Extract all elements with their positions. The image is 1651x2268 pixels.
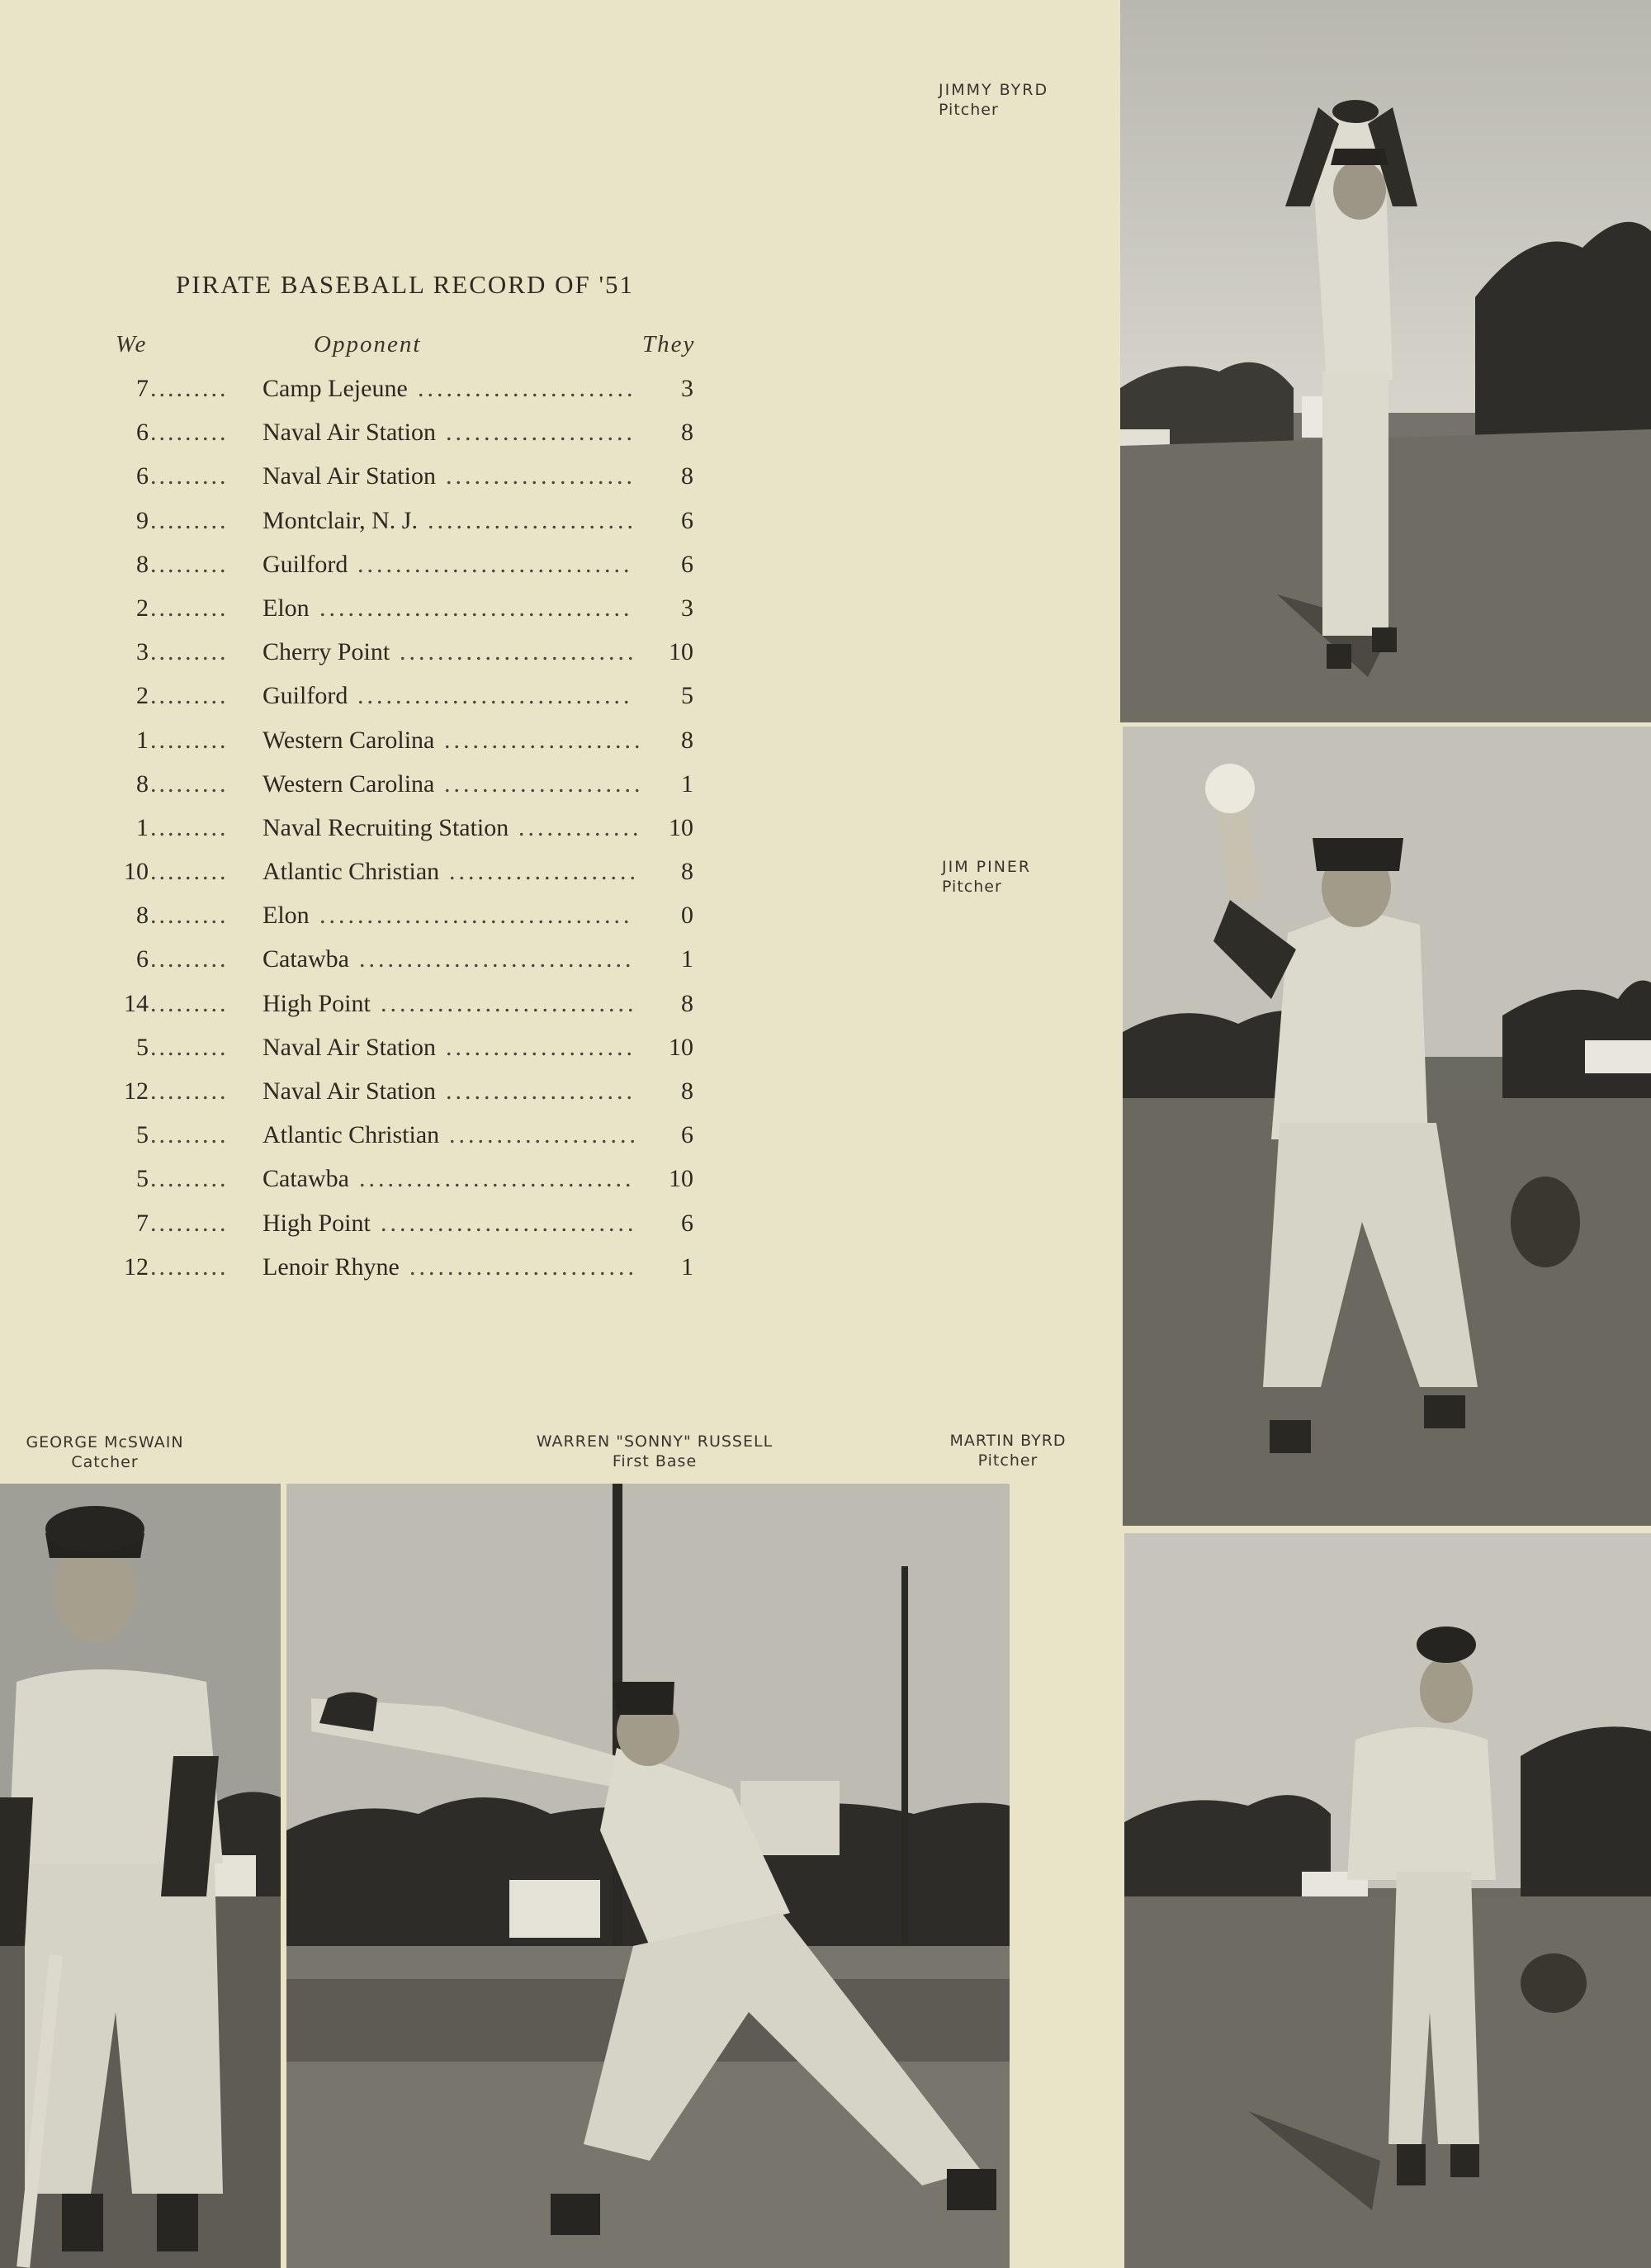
record-row (116, 720, 693, 764)
leader-dots: ................................. (319, 902, 633, 930)
score-we: 12 (124, 1077, 149, 1105)
score-they: 8 (681, 858, 693, 886)
leader-dots: ......... (150, 945, 229, 973)
opponent-name: Lenoir Rhyne (263, 1252, 400, 1281)
opponent-name: Naval Recruiting Station (263, 813, 509, 841)
record-row (116, 368, 693, 412)
opponent-name: Guilford (263, 682, 348, 710)
leader-dots: ......... (150, 726, 229, 754)
caption-name: JIMMY BYRD (939, 81, 1049, 99)
photo-jim-piner (1123, 727, 1651, 1526)
score-they: 10 (669, 813, 693, 841)
score-we: 8 (136, 902, 149, 930)
leader-dots: ......... (150, 638, 229, 666)
record-row (116, 983, 693, 1027)
leader-dots: ..................... (444, 769, 644, 798)
leader-dots: ...................... (428, 506, 636, 534)
score-they: 3 (681, 375, 693, 402)
record-row (116, 675, 693, 719)
caption-role: Catcher (71, 1453, 139, 1471)
leader-dots: ............................. (359, 1165, 635, 1193)
score-they: 1 (681, 1252, 693, 1281)
header-opponent: Opponent (314, 331, 422, 357)
score-we: 1 (136, 726, 149, 754)
record-row (116, 500, 693, 544)
score-they: 6 (681, 506, 693, 534)
opponent-name: Montclair, N. J. (263, 506, 418, 534)
score-we: 9 (136, 506, 149, 534)
opponent-name: Western Carolina (263, 769, 435, 798)
opponent-name: Atlantic Christian (263, 1121, 440, 1149)
score-they: 6 (681, 1121, 693, 1149)
opponent-name: Catawba (263, 945, 349, 973)
caption-name: GEORGE McSWAIN (26, 1433, 184, 1451)
opponent-name: Elon (263, 594, 310, 622)
score-we: 1 (136, 813, 149, 841)
score-we: 7 (136, 1209, 149, 1237)
opponent-name: High Point (263, 989, 371, 1017)
score-they: 8 (681, 1077, 693, 1105)
record-row (116, 1027, 693, 1071)
caption-role: Pitcher (939, 101, 999, 119)
caption-role: Pitcher (942, 878, 1002, 896)
leader-dots: .................... (449, 1121, 639, 1149)
leader-dots: .................... (449, 858, 639, 886)
leader-dots: ............. (518, 813, 642, 841)
score-we: 2 (136, 682, 149, 710)
header-we: We (116, 331, 148, 357)
leader-dots: ......... (150, 858, 229, 886)
leader-dots: ......... (150, 1033, 229, 1061)
score-they: 5 (681, 682, 693, 710)
leader-dots: ......... (150, 550, 229, 578)
leader-dots: ......... (150, 1252, 229, 1281)
record-title: PIRATE BASEBALL RECORD OF '51 (176, 270, 635, 299)
opponent-name: Naval Air Station (263, 419, 436, 447)
caption-role: First Base (612, 1452, 698, 1470)
leader-dots: ......... (150, 1209, 229, 1237)
leader-dots: .................... (446, 419, 636, 447)
leader-dots: ....................... (418, 375, 636, 402)
score-we: 3 (136, 638, 149, 666)
score-they: 10 (669, 638, 693, 666)
score-we: 2 (136, 594, 149, 622)
caption-name: JIM PINER (942, 858, 1032, 876)
score-we: 5 (136, 1121, 149, 1149)
score-they: 1 (681, 769, 693, 798)
score-they: 8 (681, 989, 693, 1017)
score-we: 12 (124, 1252, 149, 1281)
record-row (116, 1158, 693, 1202)
leader-dots: ............................. (357, 550, 633, 578)
record-row (116, 1247, 693, 1290)
score-they: 3 (681, 594, 693, 622)
opponent-name: Atlantic Christian (263, 858, 440, 886)
score-we: 7 (136, 375, 149, 402)
score-they: 6 (681, 550, 693, 578)
record-row (116, 1071, 693, 1115)
score-we: 5 (136, 1033, 149, 1061)
record-row (116, 1203, 693, 1247)
leader-dots: .................... (446, 1033, 636, 1061)
caption-name: WARREN "SONNY" RUSSELL (536, 1432, 773, 1451)
leader-dots: ......... (150, 813, 229, 841)
caption-martin-byrd (938, 1431, 1078, 1470)
leader-dots: ............................. (357, 682, 633, 710)
opponent-name: Camp Lejeune (263, 375, 408, 402)
score-we: 6 (136, 419, 149, 447)
leader-dots: ............................. (359, 945, 635, 973)
leader-dots: ......... (150, 1077, 229, 1105)
record-row (116, 588, 693, 632)
opponent-name: Elon (263, 902, 310, 930)
record-row (116, 851, 693, 895)
score-we: 5 (136, 1165, 149, 1193)
score-we: 8 (136, 769, 149, 798)
score-we: 6 (136, 945, 149, 973)
caption-jim-piner (942, 857, 1031, 897)
record-table (116, 368, 693, 1290)
leader-dots: ........................... (381, 1209, 637, 1237)
score-we: 6 (136, 462, 149, 490)
leader-dots: ......... (150, 1121, 229, 1149)
photo-jimmy-byrd (1120, 0, 1651, 722)
leader-dots: ......... (150, 1165, 229, 1193)
opponent-name: Naval Air Station (263, 1033, 436, 1061)
leader-dots: .................... (446, 1077, 636, 1105)
leader-dots: ......... (150, 902, 229, 930)
opponent-name: Cherry Point (263, 638, 390, 666)
photo-martin-byrd (1124, 1533, 1651, 2268)
leader-dots: ........................... (381, 989, 637, 1017)
record-row (116, 939, 693, 982)
leader-dots: ................................. (319, 594, 633, 622)
record-row (116, 895, 693, 939)
caption-warren-russell (518, 1432, 791, 1471)
score-they: 0 (681, 902, 693, 930)
score-they: 8 (681, 419, 693, 447)
leader-dots: ......... (150, 506, 229, 534)
opponent-name: Guilford (263, 550, 348, 578)
score-we: 10 (124, 858, 149, 886)
photo-warren-russell (286, 1484, 1010, 2268)
caption-role: Pitcher (977, 1451, 1038, 1470)
leader-dots: .................... (446, 462, 636, 490)
caption-jimmy-byrd (939, 80, 1048, 120)
leader-dots: ......... (150, 594, 229, 622)
score-they: 8 (681, 462, 693, 490)
leader-dots: ......... (150, 769, 229, 798)
score-they: 1 (681, 945, 693, 973)
caption-george-mcswain (18, 1432, 192, 1472)
opponent-name: Catawba (263, 1165, 349, 1193)
record-row (116, 412, 693, 456)
record-row (116, 456, 693, 500)
leader-dots: ........................ (409, 1252, 637, 1281)
leader-dots: ......... (150, 989, 229, 1017)
score-they: 6 (681, 1209, 693, 1237)
leader-dots: ......... (150, 419, 229, 447)
opponent-name: Naval Air Station (263, 1077, 436, 1105)
opponent-name: Western Carolina (263, 726, 435, 754)
record-row (116, 807, 693, 851)
score-we: 14 (124, 989, 149, 1017)
photo-george-mcswain (0, 1484, 281, 2268)
header-they: They (642, 331, 696, 357)
score-we: 8 (136, 550, 149, 578)
leader-dots: ......... (150, 375, 229, 402)
score-they: 10 (669, 1033, 693, 1061)
leader-dots: ......... (150, 462, 229, 490)
opponent-name: High Point (263, 1209, 371, 1237)
record-row (116, 764, 693, 807)
record-row (116, 1115, 693, 1158)
record-row (116, 632, 693, 675)
score-they: 8 (681, 726, 693, 754)
leader-dots: ......................... (400, 638, 637, 666)
score-they: 10 (669, 1165, 693, 1193)
leader-dots: ......... (150, 682, 229, 710)
leader-dots: ..................... (444, 726, 644, 754)
caption-name: MARTIN BYRD (949, 1432, 1067, 1450)
record-row (116, 544, 693, 588)
opponent-name: Naval Air Station (263, 462, 436, 490)
